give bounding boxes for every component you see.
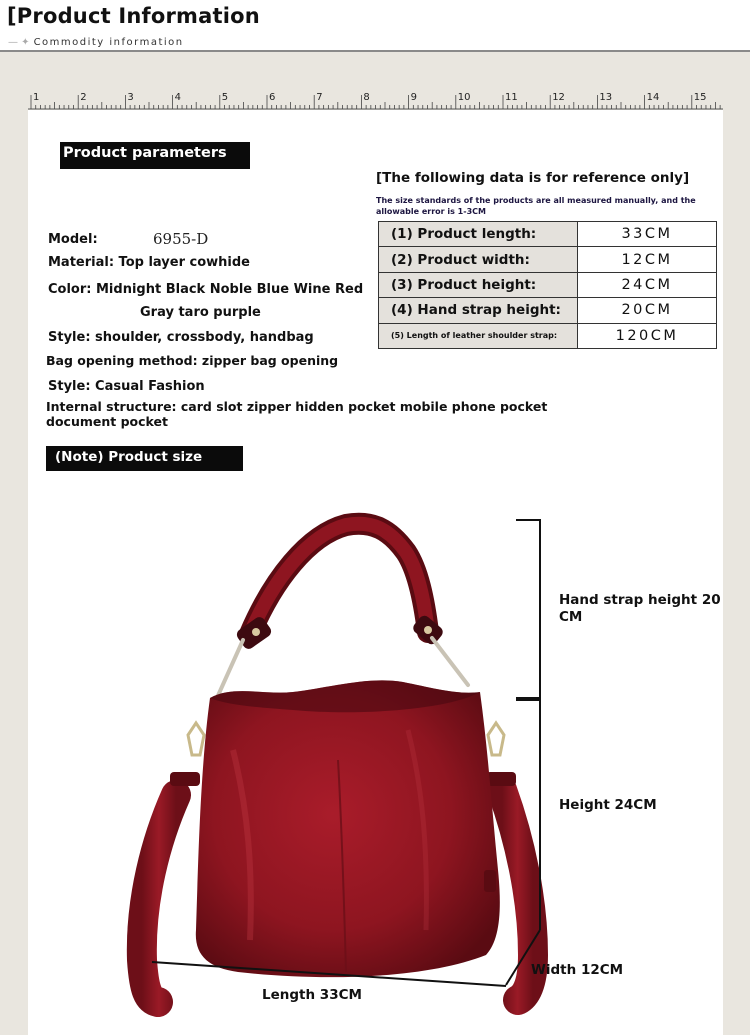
color-line-2: Gray taro purple [140,305,261,320]
style2-line: Style: Casual Fashion [48,379,205,394]
ruler-number: 15 [693,92,707,103]
dimension-label: (4) Hand strap height: [379,298,578,323]
model-value: 6955-D [153,230,209,248]
product-parameters-label: Product parameters [60,142,250,169]
ruler [28,92,723,110]
ruler-number: 4 [174,92,181,103]
height-text: Height 24CM [559,797,657,813]
ruler-number: 1 [33,92,40,103]
bag-figure [28,110,723,1035]
internal-structure-line-2: document pocket [46,414,168,429]
dimension-value: 20CM [578,298,717,323]
dash-icon: — ✦ [8,37,30,48]
ruler-number: 14 [646,92,660,103]
color-line-1: Color: Midnight Black Noble Blue Wine Red [48,282,364,297]
style-line: Style: shoulder, crossbody, handbag [48,330,314,345]
dimension-value: 120CM [578,323,717,348]
dimension-value: 33CM [578,222,717,247]
page-header [0,0,750,52]
header-title: [Product Information [7,4,260,28]
strap-height-text-1: Hand strap height 20 [559,592,721,608]
content-panel [28,110,723,1035]
ruler-number: 6 [269,92,276,103]
internal-structure-line-1: Internal structure: card slot zipper hidden pocket mobile phone pocket [46,399,548,414]
strap-height-bracket [516,520,540,698]
dimension-label: (2) Product width: [379,247,578,272]
strap-height-text-2: CM [559,609,583,625]
model-label: Model: [48,232,98,247]
ruler-number: 8 [363,92,370,103]
handbag-illustration-icon [28,110,723,1035]
ruler-number: 11 [505,92,518,103]
ruler-number: 2 [80,92,87,103]
ruler-number: 7 [316,92,323,103]
ruler-number: 10 [457,92,471,103]
reference-note: The size standards of the products are all measured manually, and the allowable error is 1-3CM [376,196,696,216]
ruler-number: 12 [552,92,565,103]
dimension-label: (3) Product height: [379,272,578,297]
dimension-label: (1) Product length: [379,222,578,247]
dimension-label: (5) Length of leather shoulder strap: [379,323,578,348]
ruler-number: 5 [221,92,229,103]
ruler-number: 9 [410,92,417,103]
material-line: Material: Top layer cowhide [48,255,251,270]
ruler-number: 3 [127,92,134,103]
length-text: Length 33CM [262,987,362,1003]
product-size-label: (Note) Product size [46,446,243,471]
header-subtitle [8,37,184,48]
opening-line: Bag opening method: zipper bag opening [46,353,339,368]
reference-title: [The following data is for reference only] [376,170,690,186]
header-subtitle-text: Commodity information [33,37,184,48]
dimension-value: 24CM [578,272,717,297]
dimension-value: 12CM [578,247,717,272]
width-text: Width 12CM [531,962,624,978]
ruler-number: 13 [599,92,613,103]
